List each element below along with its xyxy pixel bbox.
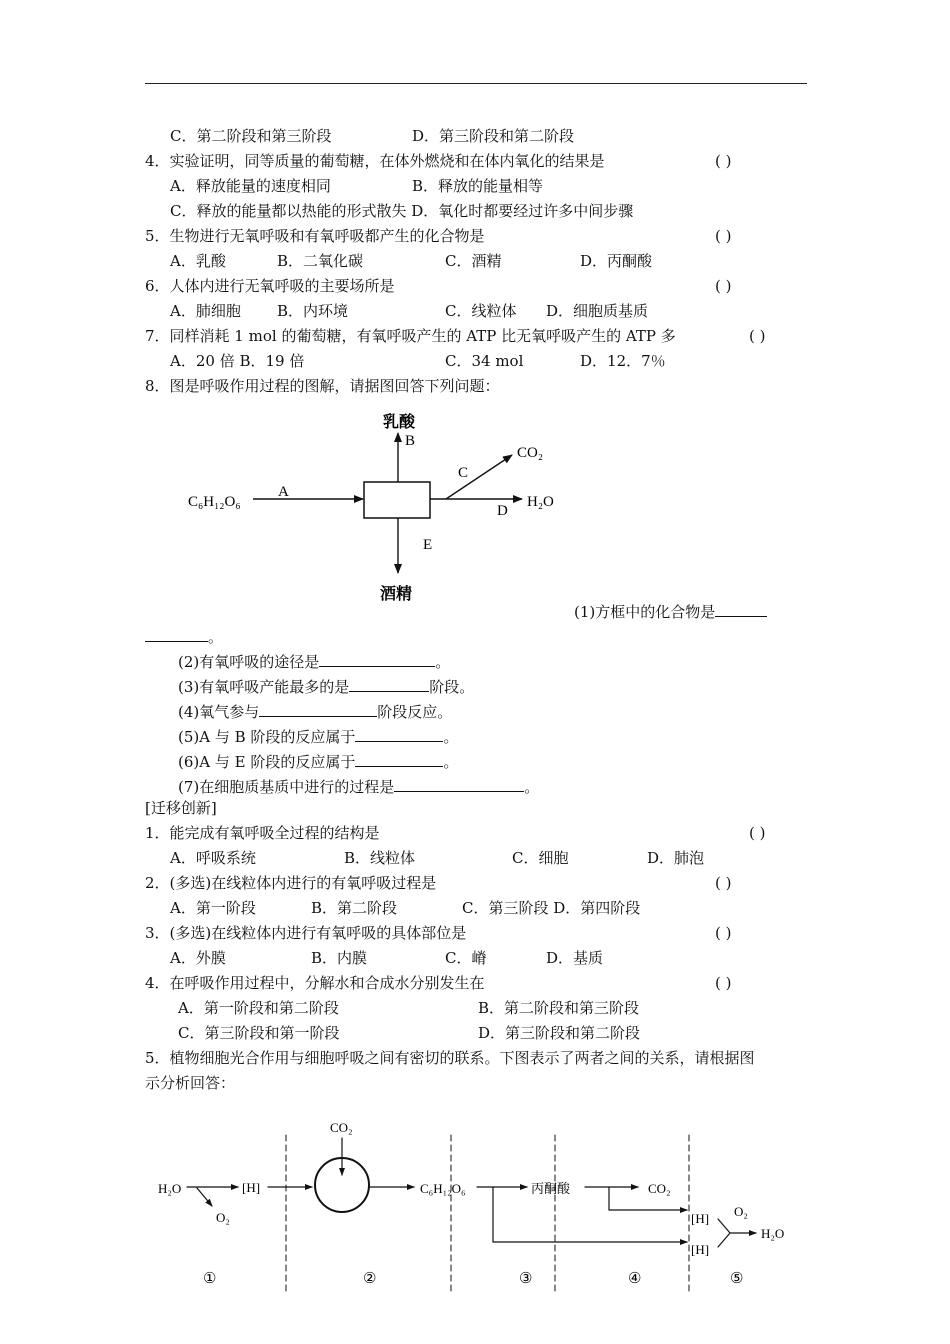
label-e: E [423,537,433,553]
co2-out-label: CO₂ [648,1181,671,1196]
answer-paren-l2[interactable]: ( ) [715,152,732,170]
line-l21-cell-0: 5．植物细胞光合作用与细胞呼吸之间有密切的联系。下图表示了两者之间的关系，请根据图 [145,1049,755,1067]
diagram1 [188,412,554,603]
line-l17-cell-3: D．基质 [546,949,604,967]
line-l15-cell-1: B．第二阶段 [311,899,398,917]
co2-label: CO₂ [517,445,544,461]
section-label: [迁移创新] [145,799,217,817]
h-label: [H] [242,1180,261,1195]
label-c: C [458,465,469,481]
q8-answer-2: (2)有氧呼吸的途径是 。 [178,650,450,672]
line-l17-cell-2: C．嵴 [445,949,487,967]
arrow-c [446,455,512,499]
line-l10-cell-1: C．34 mol [445,352,524,370]
h-lower-label: [H] [691,1242,710,1257]
q8-answer-1: (1)方框中的化合物是 [574,600,767,622]
answer-paren-l12[interactable]: ( ) [749,824,766,842]
answer-paren-l9[interactable]: ( ) [749,327,766,345]
line-l15-cell-2: C．第三阶段 D．第四阶段 [462,899,641,917]
lactic-acid-label: 乳酸 [383,414,416,431]
line-l13-cell-3: D．肺泡 [647,849,705,867]
line-l15-cell-0: A．第一阶段 [170,899,256,917]
line-l10-cell-0: A．20 倍 B．19 倍 [170,352,305,370]
o2-label: O₂ [216,1210,230,1225]
stage-label-2: ② [363,1271,377,1287]
diagram2 [158,1120,784,1295]
line-l9-cell-0: 7．同样消耗 1 mol 的葡萄糖，有氧呼吸产生的 ATP 比无氧呼吸产生的 ATP 多 [145,327,676,345]
line-l13-cell-1: B．线粒体 [344,849,416,867]
line-l4-cell-0: C．释放的能量都以热能的形式散失 D．氧化时都要经过许多中间步骤 [170,202,634,220]
label-b: B [405,433,416,449]
arrow-h2o-o2 [197,1188,212,1206]
line-l17-cell-0: A．外膜 [170,949,226,967]
line-l8-cell-0: A．肺细胞 [170,302,241,320]
line-l12-cell-0: 1．能完成有氧呼吸全过程的结构是 [145,824,380,842]
answer-paren-l7[interactable]: ( ) [715,277,732,295]
glucose2-label: C₆H₁₂O₆ [420,1181,466,1196]
line-l8-cell-2: C．线粒体 [445,302,517,320]
line-l5-cell-0: 5．生物进行无氧呼吸和有氧呼吸都产生的化合物是 [145,227,485,245]
q8-answer-1-cont: 。 [145,625,223,647]
line-l10-cell-2: D．12．7％ [580,352,666,370]
h-upper-label: [H] [691,1211,710,1226]
answer-paren-l5[interactable]: ( ) [715,227,732,245]
line-l2-cell-0: 4．实验证明，同等质量的葡萄糖，在体外燃烧和在体内氧化的结果是 [145,152,605,170]
q8-answer-6: (6)A 与 E 阶段的反应属于 。 [178,750,458,772]
line-l3-cell-0: A．释放能量的速度相同 [170,177,331,195]
pyruvate-label: 丙酮酸 [531,1181,571,1196]
line-l6-cell-0: A．乳酸 [170,252,226,270]
answer-paren-l16[interactable]: ( ) [715,924,732,942]
line-l1-cell-0: C．第二阶段和第三阶段 [170,127,332,145]
line-l18-cell-0: 4．在呼吸作用过程中，分解水和合成水分别发生在 [145,974,485,992]
water-label: H₂O [527,494,554,510]
h2o-out-label: H₂O [761,1226,785,1241]
line-l20-cell-1: D．第三阶段和第二阶段 [478,1024,641,1042]
stage-label-5: ⑤ [730,1271,744,1287]
line-l6-cell-2: C．酒精 [445,252,502,270]
alcohol-label: 酒精 [380,586,413,603]
answer-paren-l14[interactable]: ( ) [715,874,732,892]
co2-in-label: CO₂ [330,1120,353,1135]
q8-answer-5: (5)A 与 B 阶段的反应属于 。 [178,725,458,747]
line-l11-cell-0: 8．图是呼吸作用过程的图解，请据图回答下列问题： [145,377,500,395]
line-l14-cell-0: 2．(多选)在线粒体内进行的有氧呼吸过程是 [145,874,437,892]
glucose-label: C₆H₁₂O₆ [188,494,241,510]
line-l1-cell-1: D．第三阶段和第二阶段 [412,127,575,145]
line-l16-cell-0: 3．(多选)在线粒体内进行有氧呼吸的具体部位是 [145,924,467,942]
line-l17-cell-1: B．内膜 [311,949,368,967]
stage-label-4: ④ [628,1271,642,1287]
stage-label-3: ③ [519,1271,533,1287]
line-l6-cell-1: B．二氧化碳 [277,252,364,270]
label-d: D [497,503,508,519]
line-l6-cell-3: D．丙酮酸 [580,252,653,270]
line-l7-cell-0: 6．人体内进行无氧呼吸的主要场所是 [145,277,395,295]
line-l22-cell-0: 示分析回答： [145,1074,236,1092]
q8-answer-3: (3)有氧呼吸产能最多的是 阶段。 [178,675,474,697]
q8-answer-7: (7)在细胞质基质中进行的过程是 。 [178,775,539,797]
line-l3-cell-1: B．释放的能量相等 [412,177,544,195]
compound-box [364,482,430,518]
o2-in-label: O₂ [734,1204,748,1219]
h2o-label: H₂O [158,1181,182,1196]
merge-bracket [718,1219,730,1247]
line-l19-cell-0: A．第一阶段和第二阶段 [178,999,339,1017]
label-a: A [278,484,289,500]
q8-answer-4: (4)氧气参与 阶段反应。 [178,700,452,722]
line-l8-cell-3: D．细胞质基质 [546,302,649,320]
line-l20-cell-0: C．第三阶段和第一阶段 [178,1024,340,1042]
line-l13-cell-0: A．呼吸系统 [170,849,256,867]
line-l19-cell-1: B．第二阶段和第三阶段 [478,999,640,1017]
line-l13-cell-2: C．细胞 [512,849,569,867]
answer-paren-l18[interactable]: ( ) [715,974,732,992]
line-l8-cell-1: B．内环境 [277,302,349,320]
stage-label-1: ① [203,1271,217,1287]
